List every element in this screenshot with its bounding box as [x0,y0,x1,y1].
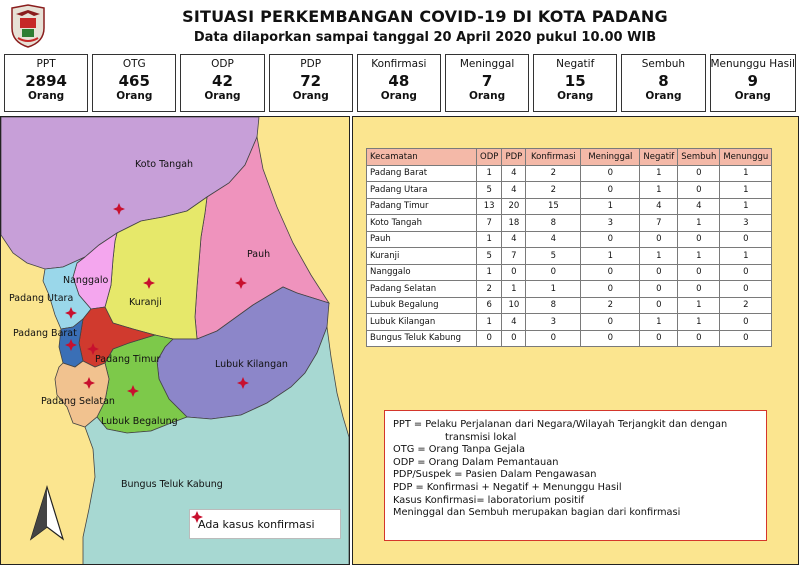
stat-odp [180,54,264,112]
stat-unit: Orang [28,90,65,102]
table-row [367,281,772,298]
stat-label: OTG [122,58,146,70]
label-bungus-teluk-kabung: Bungus Teluk Kabung [121,479,223,490]
table-row [367,231,772,248]
page-title: SITUASI PERKEMBANGAN COVID-19 DI KOTA PADANG [182,7,668,26]
table-cell: 1 [581,248,640,265]
stat-label: Sembuh [641,58,686,70]
table-cell: 4 [678,198,720,215]
stat-label: Meninggal [459,58,515,70]
label-nanggalo: Nanggalo [63,275,109,286]
table-cell: 1 [502,281,526,298]
stat-ppt [4,54,88,112]
table-header: Negatif [640,149,678,166]
table-cell: 7 [640,215,678,232]
table-cell: 2 [477,281,502,298]
table-cell: 0 [640,281,678,298]
stat-unit: Orang [645,90,682,102]
table-header: Sembuh [678,149,720,166]
table-cell: 2 [581,297,640,314]
table-cell: 0 [581,330,640,347]
label-padang-barat: Padang Barat [13,328,77,339]
legend-label: Ada kasus konfirmasi [198,517,315,531]
table-cell: 0 [720,264,772,281]
stat-unit: Orang [204,90,241,102]
table-cell: 0 [678,165,720,182]
table-cell: 1 [720,248,772,265]
table-row [367,297,772,314]
district-map [1,117,350,565]
note-line: OTG = Orang Tanpa Gejala [393,444,525,456]
table-cell: 1 [640,314,678,331]
table-cell-kecamatan: Pauh [367,231,477,248]
table-cell-kecamatan: Padang Selatan [367,281,477,298]
table-cell-kecamatan: Bungus Teluk Kabung [367,330,477,347]
table-cell: 0 [526,330,581,347]
table-cell: 1 [720,198,772,215]
table-cell: 4 [502,165,526,182]
note-line: PPT = Pelaku Perjalanan dari Negara/Wilayah Terjangkit dan dengan [393,419,728,430]
table-row [367,165,772,182]
label-lubuk-begalung: Lubuk Begalung [101,416,178,427]
table-header: ODP [477,149,502,166]
table-cell: 5 [526,248,581,265]
table-cell: 1 [678,297,720,314]
table-cell: 7 [477,215,502,232]
table-cell: 8 [526,297,581,314]
table-cell: 0 [720,314,772,331]
table-cell: 1 [477,231,502,248]
map-panel [0,116,350,565]
table-cell: 4 [526,231,581,248]
table-cell: 0 [640,231,678,248]
table-cell: 2 [526,182,581,199]
label-kuranji: Kuranji [129,297,162,308]
table-cell: 4 [502,314,526,331]
table-cell: 0 [581,264,640,281]
stat-negatif [533,54,617,112]
stat-unit: Orang [734,90,771,102]
table-cell: 1 [720,182,772,199]
table-row [367,248,772,265]
table-cell: 7 [502,248,526,265]
table-cell-kecamatan: Padang Timur [367,198,477,215]
table-cell: 2 [526,165,581,182]
table-header-row [367,149,772,166]
table-cell: 1 [477,165,502,182]
stat-value: 9 [747,72,758,90]
label-lubuk-kilangan: Lubuk Kilangan [215,359,288,370]
stat-value: 2894 [25,72,67,90]
label-padang-timur: Padang Timur [95,354,161,365]
stat-konfirmasi [357,54,441,112]
table-header: Konfirmasi [526,149,581,166]
table-cell: 0 [720,330,772,347]
table-header: PDP [502,149,526,166]
note-line: transmisi lokal [445,431,517,443]
table-cell: 0 [581,231,640,248]
stat-unit: Orang [116,90,153,102]
table-cell: 6 [477,297,502,314]
table-cell: 3 [526,314,581,331]
table-cell: 4 [640,198,678,215]
table-cell: 3 [581,215,640,232]
table-row [367,330,772,347]
stat-unit: Orang [292,90,329,102]
table-cell: 0 [477,330,502,347]
table-cell: 0 [678,330,720,347]
table-cell: 8 [526,215,581,232]
table-cell: 0 [640,264,678,281]
table-cell: 1 [581,198,640,215]
stat-value: 465 [118,72,150,90]
table-cell-kecamatan: Padang Utara [367,182,477,199]
stat-pdp [269,54,353,112]
notes-box [384,410,767,541]
table-row [367,264,772,281]
table-cell-kecamatan: Lubuk Kilangan [367,314,477,331]
stat-label: Konfirmasi [371,58,427,70]
table-cell: 1 [720,165,772,182]
table-row [367,198,772,215]
table-cell: 0 [678,231,720,248]
table-cell: 3 [720,215,772,232]
table-cell: 4 [502,182,526,199]
table-cell-kecamatan: Nanggalo [367,264,477,281]
table-cell: 4 [502,231,526,248]
table-cell: 0 [678,264,720,281]
data-panel [352,116,799,565]
table-row [367,182,772,199]
table-cell: 5 [477,248,502,265]
note-line: PDP = Konfirmasi + Negatif + Menunggu Hasil [393,481,622,493]
table-cell: 18 [502,215,526,232]
table-cell: 0 [678,281,720,298]
table-cell: 1 [640,165,678,182]
stat-otg [92,54,176,112]
padang-emblem-icon [8,4,48,48]
table-cell-kecamatan: Lubuk Begalung [367,297,477,314]
table-cell: 20 [502,198,526,215]
note-line: Meninggal dan Sembuh merupakan bagian dari konfirmasi [393,507,681,519]
stats-row [4,54,796,112]
table-cell: 2 [720,297,772,314]
table-row [367,314,772,331]
stat-unit: Orang [380,90,417,102]
stat-value: 8 [658,72,669,90]
note-line: PDP/Suspek = Pasien Dalam Pengawasan [393,469,597,481]
label-padang-selatan: Padang Selatan [41,396,115,407]
label-padang-utara: Padang Utara [9,293,74,304]
table-cell: 0 [581,281,640,298]
table-cell: 0 [581,182,640,199]
table-cell: 1 [640,248,678,265]
table-cell-kecamatan: Padang Barat [367,165,477,182]
page-subtitle: Data dilaporkan sampai tanggal 20 April 2020 pukul 10.00 WIB [193,30,657,45]
stat-label: Negatif [556,58,595,70]
table-cell: 15 [526,198,581,215]
table-cell-kecamatan: Koto Tangah [367,215,477,232]
stat-label: Menunggu Hasil [710,58,795,70]
stat-label: PDP [300,58,322,70]
note-line: Kasus Konfirmasi= laboratorium positif [393,494,585,506]
label-koto-tangah: Koto Tangah [135,159,194,170]
table-cell: 1 [678,215,720,232]
stat-label: PPT [36,58,56,70]
stat-sembuh [621,54,705,112]
table-row [367,215,772,232]
table-cell: 1 [477,314,502,331]
table-cell: 0 [640,330,678,347]
table-cell: 1 [640,182,678,199]
table-cell: 0 [678,182,720,199]
table-cell: 0 [581,314,640,331]
table-cell: 0 [720,281,772,298]
table-cell: 0 [640,297,678,314]
table-cell: 0 [526,264,581,281]
table-cell: 0 [502,264,526,281]
table-cell: 5 [477,182,502,199]
note-line: ODP = Orang Dalam Pemantauan [393,456,559,468]
map-legend [189,509,341,539]
stat-value: 72 [300,72,322,90]
table-cell: 10 [502,297,526,314]
stat-value: 15 [564,72,586,90]
stat-value: 48 [388,72,410,90]
table-cell: 1 [678,314,720,331]
stat-unit: Orang [557,90,594,102]
north-arrow-icon [31,487,63,539]
table-header: Menunggu [720,149,772,166]
table-cell: 1 [526,281,581,298]
table-header: Kecamatan [367,149,477,166]
table-cell: 1 [477,264,502,281]
stat-value: 7 [481,72,493,90]
district-table [366,148,772,347]
table-cell: 0 [720,231,772,248]
stat-value: 42 [212,72,233,90]
table-cell: 13 [477,198,502,215]
table-cell: 1 [678,248,720,265]
table-cell: 0 [502,330,526,347]
stat-menunggu-hasil [710,54,796,112]
stat-label: ODP [211,58,234,70]
table-header: Meninggal [581,149,640,166]
stat-unit: Orang [468,90,506,102]
table-cell: 0 [581,165,640,182]
red-star-marker-icon [190,510,204,524]
label-pauh: Pauh [247,249,271,260]
table-body [367,165,772,347]
table-cell-kecamatan: Kuranji [367,248,477,265]
stat-meninggal [445,54,529,112]
